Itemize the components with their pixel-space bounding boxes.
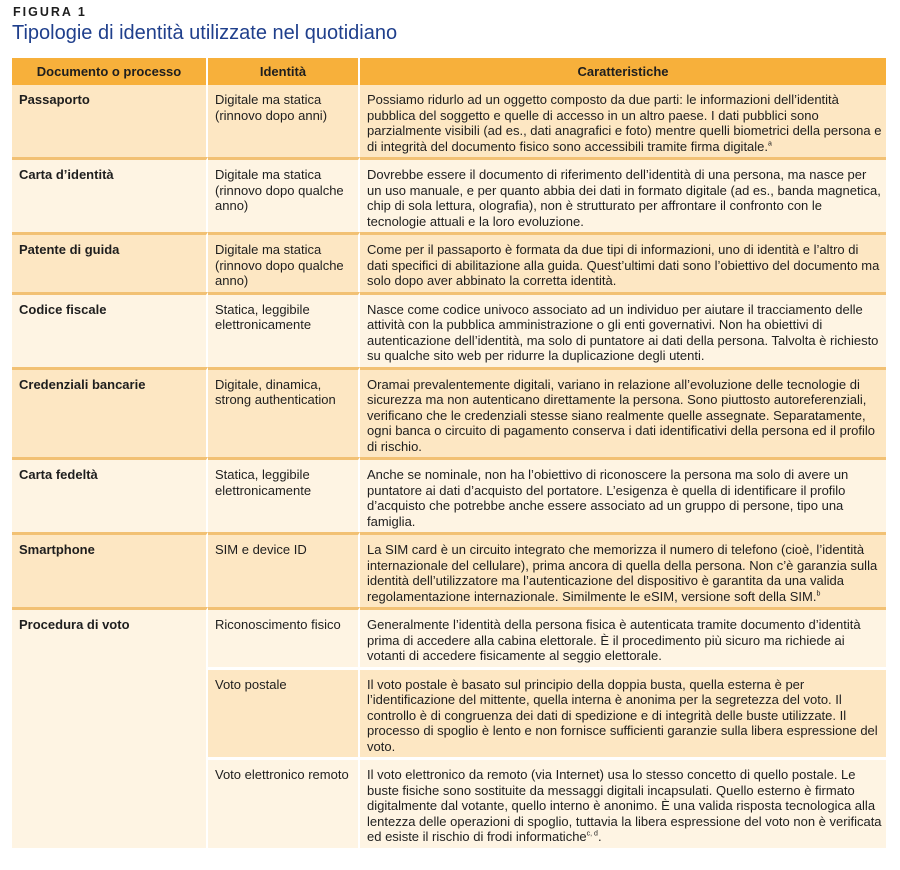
header-identity: Identità (208, 58, 360, 85)
table-row-driving-license (12, 232, 886, 292)
row-identity: Digitale ma statica (rinnovo dopo anni) (208, 85, 360, 157)
row-description (360, 667, 886, 758)
row-description (360, 607, 886, 667)
row-identity: Digitale ma statica (rinnovo dopo qualche anno) (208, 232, 360, 292)
row-identity: SIM e device ID (208, 532, 360, 607)
description-text: Oramai prevalentemente digitali, variano in relazione all’evoluzione delle tecnologie di sicurezza ma non autenticano direttamente la persona. Sono piuttosto autoreferenziali, verificano che le credenziali stesse siano realmente quelle assegnate. Separatamente, ogni banca o circuito di pagamento conserva i dati identificativi della persona ed il profilo di rischio. (367, 376, 876, 454)
row-description (360, 532, 886, 607)
row-document: Passaporto (12, 85, 208, 157)
row-document: Carta fedeltà (12, 457, 208, 532)
row-identity: Riconoscimento fisico (208, 607, 360, 667)
description-text: Come per il passaporto è formata da due tipi di informazioni, uno di identità e l’altro di dati specifici di abilitazione alla guida. Quest’ultimi dati sono l’obiettivo del documento ma solo dopo aver abbinato la corretta identità. (367, 242, 880, 288)
row-identity: Statica, leggibile elettronicamente (208, 457, 360, 532)
row-description (360, 367, 886, 458)
row-description (360, 457, 886, 532)
row-identity: Digitale, dinamica, strong authentication (208, 367, 360, 458)
table-row-identity-card (12, 157, 886, 232)
footnote-ref: c, d (586, 830, 598, 838)
description-text: Il voto postale è basato sul principio della doppia busta, quella esterna è per l’identificazione del mittente, quella interna è anonima per la segretezza del voto. Il controllo è di congruenza dei dati di spedizione e di integrità delle buste utilizzate. Il processo di spoglio è lento e non fornisce sufficienti garanzie sulla libera espressione del voto. (367, 676, 878, 754)
row-description (360, 157, 886, 232)
table-header-row (12, 58, 886, 85)
footnote-ref: b (816, 590, 821, 598)
description-text: Possiamo ridurlo ad un oggetto composto da due parti: le informazioni dell’identità pubblica del soggetto e quelle di accesso in un altro paese. I dati pubblici sono parzialmente visibili (ad es., dati anagrafici e foto) mentre quelli biometrici della persona e di integrità del documento fisico sono accessibili tramite firma digitale. (367, 92, 882, 154)
row-identity: Digitale ma statica (rinnovo dopo qualche anno) (208, 157, 360, 232)
row-identity: Statica, leggibile elettronicamente (208, 292, 360, 367)
description-text: Anche se nominale, non ha l’obiettivo di riconoscere la persona ma solo di avere un puntatore ai dati d’acquisto del portatore. L’esigenza è quella di identificare il profilo d’acquisto che potrebbe anche essere associato ad un gruppo di persone, tipo una famiglia. (367, 467, 849, 529)
footnote-ref: a (768, 140, 772, 148)
figure-title: Tipologie di identità utilizzate nel quotidiano (12, 22, 398, 44)
table-row-passport (12, 85, 886, 157)
identity-types-table (12, 58, 886, 848)
row-document: Credenziali bancarie (12, 367, 208, 458)
row-identity: Voto postale (208, 667, 360, 758)
row-identity: Voto elettronico remoto (208, 757, 360, 848)
row-description (360, 292, 886, 367)
description-text: Dovrebbe essere il documento di riferimento dell’identità di una persona, ma nasce per un uso manuale, e per quanto abbia dei dati in formato digitale (ad es., banda magnetica, chip di sola lettura, olografia), non è strutturato per affrontare il confronto con le tecnologie attuali e la loro evoluzione. (367, 167, 881, 229)
table-row-bank-credentials (12, 367, 886, 458)
table-row-loyalty-card (12, 457, 886, 532)
table-row-tax-code (12, 292, 886, 367)
description-tail: . (597, 829, 602, 844)
table-row-smartphone (12, 532, 886, 607)
row-description (360, 232, 886, 292)
figure-label: FIGURA 1 (13, 5, 87, 19)
description-text: Il voto elettronico da remoto (via Internet) usa lo stesso concetto di quello postale. Le buste fisiche sono sostituite da messaggi digitali incapsulati. Quello esterno è firmato digitalmente dal votante, quello interno è anonimo. È una valida risposta tecnologica alla lentezza delle operazioni di spoglio, tuttavia la libera espressione del voto non è verificata ed esiste il rischio di frodi informatiche (367, 767, 882, 844)
table-row-voting-physical (12, 607, 886, 667)
row-description (360, 85, 886, 157)
description-text: La SIM card è un circuito integrato che memorizza il numero di telefono (cioè, l’identità internazionale del cellulare), prima ancora di quella della persona. Non c’è garanzia sulla identità dell’utilizzatore ma l’autenticazione del dispositivo è garantita da una valida regolamentazione internazionale. Similmente le eSIM, versione soft della SIM. (367, 542, 878, 604)
description-text: Nasce come codice univoco associato ad un individuo per aiutare il tracciamento delle attività con la pubblica amministrazione o gli enti governativi. Non ha obiettivi di autenticazione dell’identità, ma solo di puntatore ai dati della persona. Talvolta è richiesto su qualche sito web per ridurre la duplicazione degli utenti. (367, 301, 879, 363)
row-document: Smartphone (12, 532, 208, 607)
row-document: Carta d’identità (12, 157, 208, 232)
header-document: Documento o processo (12, 58, 208, 85)
row-document: Codice fiscale (12, 292, 208, 367)
row-description (360, 757, 886, 848)
description-text: Generalmente l’identità della persona fisica è autenticata tramite documento d’identità prima di accedere alla cabina elettorale. È il procedimento più sicuro ma richiede ai votanti di accedere fisicamente al seggio elettorale. (367, 617, 861, 663)
row-document: Patente di guida (12, 232, 208, 292)
row-document: Procedura di voto (12, 607, 208, 848)
header-characteristics: Caratteristiche (360, 58, 886, 85)
